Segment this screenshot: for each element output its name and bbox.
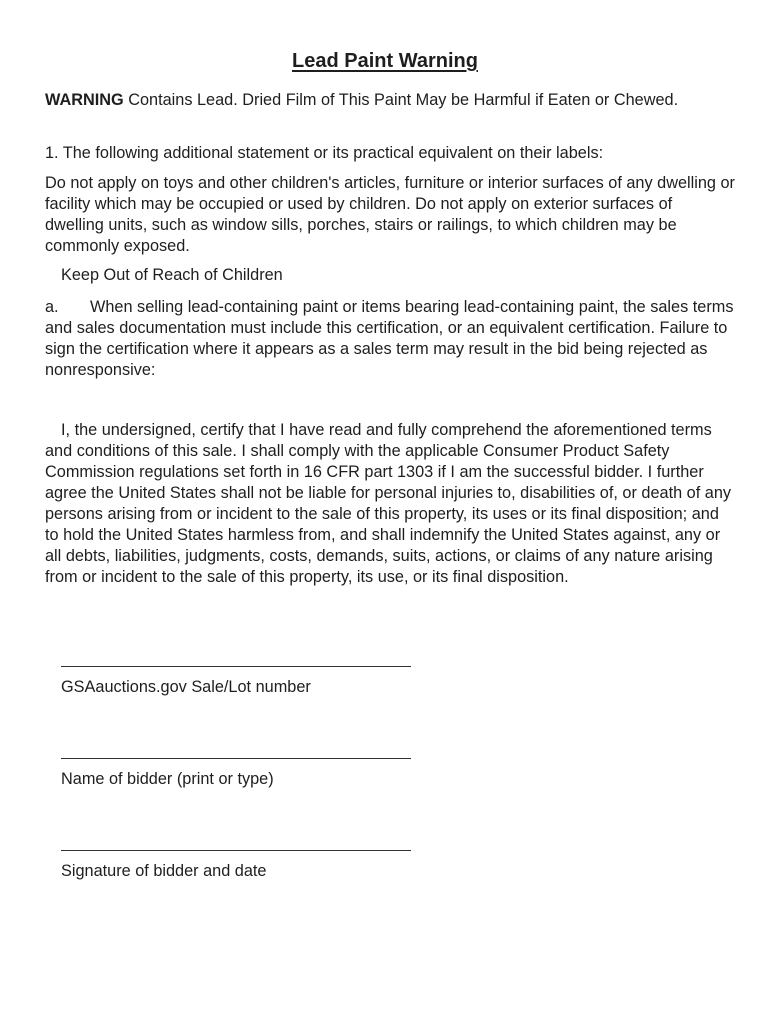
do-not-apply-paragraph: Do not apply on toys and other children's articles, furniture or interior surfaces of any dwelling or facility which may be occupied or used by children. Do not apply on exterior surfaces of dwelling units, such as window sills, porches, stairs or railings, to which children may be commonly exposed. [45, 174, 735, 255]
certification-paragraph: I, the undersigned, certify that I have read and fully comprehend the aforementioned terms and conditions of this sale. I shall comply with the applicable Consumer Product Safety Commission regulations set forth in 16 CFR part 1303 if I am the successful bidder. I further agree the United States shall not be liable for personal injuries to, disabilities of, or death of any persons arising from or incident to the sale of this property, its uses or its final disposition; and to hold the United States harmless from, and shall indemnify the United States against, any or all debts, liabilities, judgments, costs, demands, suits, actions, or claims of any nature arising from or incident to the sale of this property, its use, or its final disposition. [45, 421, 732, 586]
bidder-name-label: Name of bidder (print or type) [61, 770, 274, 788]
sale-lot-signature-line[interactable] [61, 666, 411, 667]
item-a-paragraph [45, 297, 735, 381]
item-1-statement: 1. The following additional statement or its practical equivalent on their labels: [45, 144, 604, 162]
bidder-signature-line[interactable] [61, 850, 411, 851]
item-a-marker: a. [45, 298, 59, 316]
bidder-signature-label: Signature of bidder and date [61, 862, 267, 880]
bidder-name-signature-line[interactable] [61, 758, 411, 759]
warning-label: WARNING [45, 91, 124, 109]
warning-statement [45, 90, 735, 111]
keep-out-notice: Keep Out of Reach of Children [61, 266, 283, 284]
page-title: Lead Paint Warning [292, 50, 478, 72]
sale-lot-label: GSAauctions.gov Sale/Lot number [61, 678, 311, 696]
item-a-text: When selling lead-containing paint or items bearing lead-containing paint, the sales terms and sales documentation must include this certification, or an equivalent certification. Failure to sign the certification where it appears as a sales term may result in the bid being rejected as nonresponsive: [45, 298, 734, 379]
warning-text: Contains Lead. Dried Film of This Paint May be Harmful if Eaten or Chewed. [123, 91, 679, 109]
